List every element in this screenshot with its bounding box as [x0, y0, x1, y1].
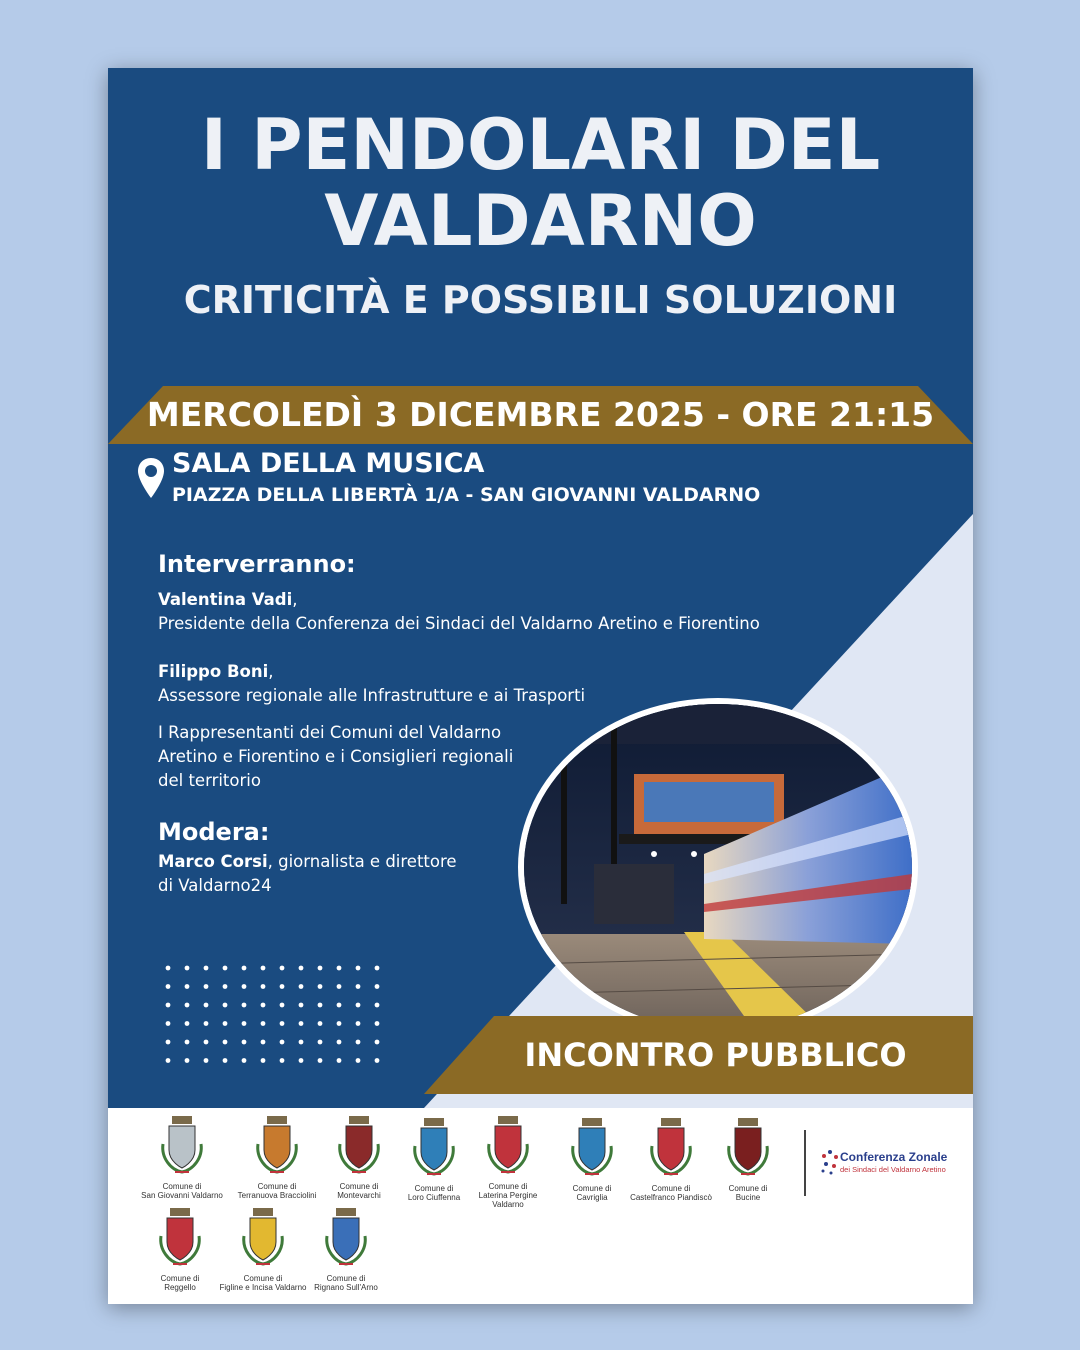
municipality-label [700, 1184, 796, 1202]
municipality-label-line: Comune di [162, 1182, 202, 1191]
decor-dot [223, 1040, 228, 1045]
decor-dot [223, 984, 228, 989]
decor-dot [356, 1003, 361, 1008]
municipality-crest [700, 1116, 796, 1202]
decor-dot [318, 966, 323, 971]
municipality-label [132, 1274, 228, 1292]
moderator-heading: Modera: [158, 818, 270, 846]
decor-dot [261, 1021, 266, 1026]
decor-dot [242, 1058, 247, 1063]
municipality-crest [298, 1206, 394, 1292]
moderator-name: Marco Corsi [158, 852, 268, 871]
decor-dot [375, 984, 380, 989]
venue-address: PIAZZA DELLA LIBERTÀ 1/A - SAN GIOVANNI VALDARNO [172, 484, 761, 506]
municipality-label-line: Comune di [326, 1274, 366, 1283]
municipality-label-line: Comune di [651, 1184, 691, 1193]
municipality-crest [132, 1206, 228, 1292]
decor-dot [261, 1040, 266, 1045]
decor-dot [204, 1058, 209, 1063]
decor-dot [299, 1058, 304, 1063]
municipality-label-line: Comune di [488, 1182, 528, 1191]
conference-title: Conferenza Zonale [840, 1150, 948, 1164]
decor-dot [204, 1040, 209, 1045]
municipality-label-line: Rignano Sull'Arno [314, 1283, 378, 1292]
decor-dot [318, 1040, 323, 1045]
speaker-1: Valentina Vadi, Presidente della Conferenza dei Sindaci del Valdarno Aretino e Fiorentino [158, 590, 760, 633]
decor-dot [166, 1058, 171, 1063]
decor-dot [166, 1003, 171, 1008]
coat-of-arms-icon [153, 1206, 207, 1272]
speaker-1-role: Presidente della Conferenza dei Sindaci del Valdarno Aretino e Fiorentino [158, 614, 760, 633]
decor-dot [375, 1003, 380, 1008]
decor-dot [261, 984, 266, 989]
speaker-2-role: Assessore regionale alle Infrastrutture e ai Trasporti [158, 686, 586, 705]
decor-dot [261, 1058, 266, 1063]
municipality-label-line: Comune di [339, 1182, 379, 1191]
decor-dot [337, 984, 342, 989]
location-pin-icon [136, 456, 166, 500]
municipality-label-line: Cavriglia [576, 1193, 608, 1202]
coat-of-arms-icon [407, 1116, 461, 1182]
municipality-label-line: Valdarno [492, 1200, 524, 1209]
coat-of-arms-icon [721, 1116, 775, 1182]
footer-separator [804, 1130, 806, 1196]
decor-dot [166, 1040, 171, 1045]
decor-dot [318, 984, 323, 989]
decor-dot [280, 1058, 285, 1063]
municipality-label [298, 1274, 394, 1292]
coat-of-arms-icon [565, 1116, 619, 1182]
decor-dot [242, 1040, 247, 1045]
decor-dot [299, 1021, 304, 1026]
municipality-label-line: Loro Ciuffenna [407, 1193, 461, 1202]
municipality-label-line: Comune di [572, 1184, 612, 1193]
municipality-label [460, 1182, 556, 1209]
speaker-2-name: Filippo Boni [158, 662, 269, 681]
decor-dot [204, 1003, 209, 1008]
speakers-heading: Interverranno: [158, 550, 356, 578]
decor-dot [185, 1003, 190, 1008]
decor-dot [242, 1021, 247, 1026]
conference-subtitle: dei Sindaci del Valdarno Aretino [840, 1165, 946, 1174]
coat-of-arms-icon [319, 1206, 373, 1272]
decor-dot [280, 1021, 285, 1026]
municipality-label-line: Figline e Incisa Valdarno [219, 1283, 307, 1292]
coat-of-arms-icon [236, 1206, 290, 1272]
decor-dot [242, 966, 247, 971]
moderator-role-1: , giornalista e direttore [267, 852, 457, 871]
decor-dot [223, 1021, 228, 1026]
decor-dot [204, 966, 209, 971]
decor-dot [375, 966, 380, 971]
decor-dot [375, 1058, 380, 1063]
decor-dot [337, 1058, 342, 1063]
decor-dot [337, 1040, 342, 1045]
decor-dot [185, 966, 190, 971]
decor-dot [204, 1021, 209, 1026]
municipality-label-line: Terranuova Bracciolini [237, 1191, 317, 1200]
speaker-1-name: Valentina Vadi [158, 590, 293, 609]
municipality-crest [215, 1206, 311, 1292]
decor-dot [223, 1058, 228, 1063]
decor-dot [356, 966, 361, 971]
moderator [158, 850, 457, 898]
decor-dot [318, 1003, 323, 1008]
coat-of-arms-icon [644, 1116, 698, 1182]
cta-label: INCONTRO PUBBLICO [524, 1036, 907, 1074]
coat-of-arms-icon [155, 1114, 209, 1180]
decor-dot [337, 1021, 342, 1026]
municipality-label-line: Comune di [728, 1184, 768, 1193]
moderator-role-2: di Valdarno24 [158, 876, 272, 895]
decor-dot [223, 966, 228, 971]
decor-dot [280, 966, 285, 971]
other-speakers-line-1: I Rappresentanti dei Comuni del Valdarno [158, 723, 502, 742]
decor-dot [242, 984, 247, 989]
other-speakers-line-3: del territorio [158, 771, 261, 790]
municipality-crest [460, 1114, 556, 1209]
decor-dot [318, 1021, 323, 1026]
decor-dot [185, 1021, 190, 1026]
decor-dot [375, 1040, 380, 1045]
municipality-label-line: Comune di [243, 1274, 283, 1283]
municipality-label-line: Laterina Pergine [478, 1191, 538, 1200]
decor-dot [280, 1040, 285, 1045]
speaker-2: Filippo Boni, Assessore regionale alle Infrastrutture e ai Trasporti [158, 662, 586, 705]
coat-of-arms-icon [481, 1114, 535, 1180]
other-speakers [158, 721, 513, 793]
municipality-label-line: Castelfranco Piandiscò [630, 1193, 712, 1202]
decor-dot [375, 1021, 380, 1026]
municipality-label-line: Comune di [414, 1184, 454, 1193]
decor-dot [280, 984, 285, 989]
decor-dot [166, 984, 171, 989]
decor-dot [280, 1003, 285, 1008]
municipality-label-line: Bucine [735, 1193, 761, 1202]
train-station-photo [518, 698, 918, 1036]
decor-dot [204, 984, 209, 989]
coat-of-arms-icon [332, 1114, 386, 1180]
decor-dot [337, 966, 342, 971]
decor-dot [242, 1003, 247, 1008]
decor-dot [166, 1021, 171, 1026]
decor-dot [337, 1003, 342, 1008]
decor-dot [356, 1058, 361, 1063]
decor-dot [299, 1040, 304, 1045]
decor-dot [356, 984, 361, 989]
title-line-1: I PENDOLARI DEL [200, 104, 881, 186]
decor-dot [185, 1058, 190, 1063]
event-poster [108, 68, 973, 1304]
decor-dot [261, 1003, 266, 1008]
municipality-label [134, 1182, 230, 1200]
decor-dot [223, 1003, 228, 1008]
decor-dot [299, 984, 304, 989]
dots-network-icon [820, 1148, 840, 1178]
decor-dot [356, 1040, 361, 1045]
decor-dot [185, 984, 190, 989]
municipality-crest [134, 1114, 230, 1200]
decor-dot [166, 966, 171, 971]
decor-dot [185, 1040, 190, 1045]
subtitle: CRITICITÀ E POSSIBILI SOLUZIONI [183, 278, 898, 322]
municipality-label [215, 1274, 311, 1292]
coat-of-arms-icon [250, 1114, 304, 1180]
decor-dot [356, 1021, 361, 1026]
decor-dot [261, 966, 266, 971]
decor-dot [299, 1003, 304, 1008]
other-speakers-line-2: Aretino e Fiorentino e i Consiglieri regionali [158, 747, 514, 766]
municipality-label-line: Comune di [257, 1182, 297, 1191]
municipality-label-line: San Giovanni Valdarno [141, 1191, 223, 1200]
decor-dot [299, 966, 304, 971]
footer-logos [108, 1108, 973, 1304]
municipality-label-line: Comune di [160, 1274, 200, 1283]
title-line-2: VALDARNO [324, 180, 757, 262]
dot-grid-decoration [164, 964, 388, 1064]
decor-dot [318, 1058, 323, 1063]
municipality-label-line: Reggello [164, 1283, 196, 1292]
municipality-label-line: Montevarchi [337, 1191, 381, 1200]
event-date-time: MERCOLEDÌ 3 DICEMBRE 2025 - ORE 21:15 [146, 395, 935, 434]
venue-name: SALA DELLA MUSICA [172, 448, 485, 479]
